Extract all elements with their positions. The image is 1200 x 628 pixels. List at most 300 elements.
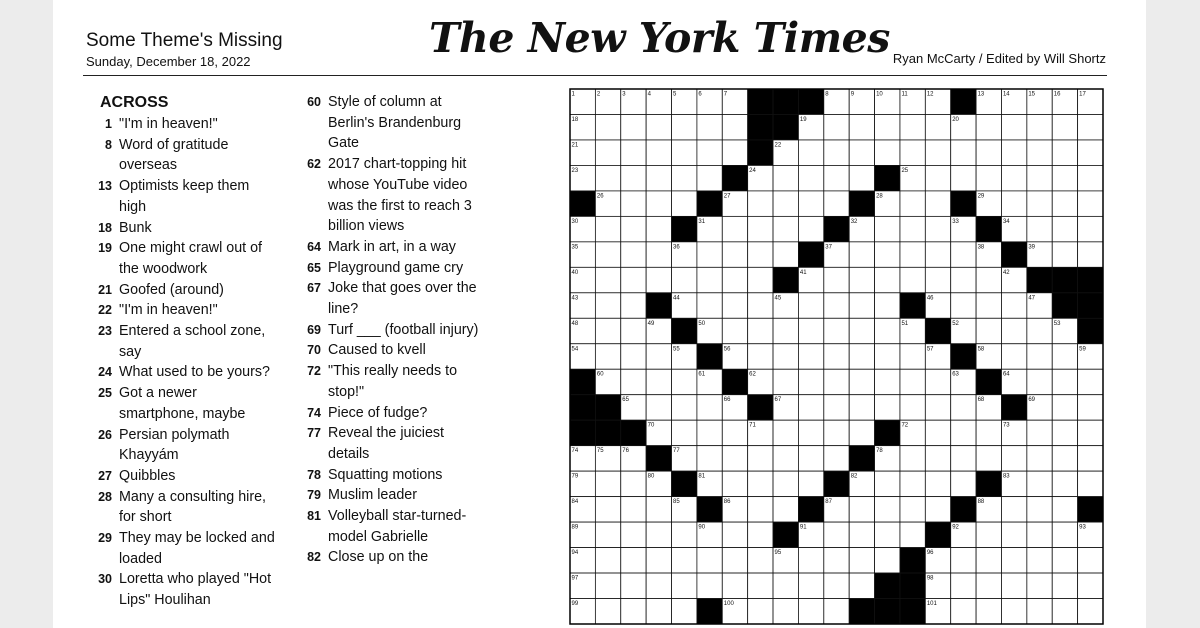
grid-cell[interactable]: [976, 420, 1001, 445]
grid-cell[interactable]: [824, 395, 849, 420]
grid-cell[interactable]: [900, 216, 925, 241]
grid-cell[interactable]: [1027, 471, 1052, 496]
grid-cell[interactable]: [925, 267, 950, 292]
grid-cell[interactable]: [1001, 140, 1026, 165]
grid-cell[interactable]: [595, 522, 620, 547]
grid-cell[interactable]: [900, 267, 925, 292]
grid-cell[interactable]: [697, 293, 722, 318]
grid-cell[interactable]: [697, 548, 722, 573]
grid-cell[interactable]: [1027, 369, 1052, 394]
grid-cell[interactable]: [1001, 548, 1026, 573]
grid-cell[interactable]: [1052, 165, 1077, 190]
grid-cell[interactable]: [595, 344, 620, 369]
clue-text: Close up on the: [328, 549, 429, 566]
grid-cell[interactable]: [1052, 140, 1077, 165]
grid-cell[interactable]: [1052, 191, 1077, 216]
grid-cell[interactable]: [976, 573, 1001, 598]
grid-cell[interactable]: [849, 293, 874, 318]
grid-cell[interactable]: [849, 522, 874, 547]
grid-cell[interactable]: [976, 599, 1001, 624]
grid-cell[interactable]: [1052, 216, 1077, 241]
grid-cell[interactable]: [1001, 165, 1026, 190]
grid-cell[interactable]: [925, 369, 950, 394]
grid-number: 14: [1002, 91, 1010, 98]
grid-cell[interactable]: [1027, 522, 1052, 547]
grid-cell[interactable]: [976, 446, 1001, 471]
grid-cell[interactable]: [824, 344, 849, 369]
grid-cell[interactable]: [798, 191, 823, 216]
grid-cell[interactable]: [900, 497, 925, 522]
grid-number: 52: [952, 320, 959, 327]
grid-cell[interactable]: [748, 344, 773, 369]
grid-cell[interactable]: [1078, 573, 1103, 598]
grid-cell[interactable]: [849, 497, 874, 522]
grid-cell[interactable]: [849, 140, 874, 165]
grid-cell[interactable]: [849, 420, 874, 445]
grid-cell[interactable]: [824, 114, 849, 139]
grid-cell[interactable]: [849, 548, 874, 573]
grid-cell[interactable]: [798, 548, 823, 573]
grid-cell[interactable]: [925, 140, 950, 165]
grid-cell[interactable]: [646, 344, 671, 369]
grid-number: 6: [698, 91, 702, 98]
grid-cell[interactable]: [1078, 548, 1103, 573]
grid-cell[interactable]: [1052, 114, 1077, 139]
grid-cell[interactable]: [875, 293, 900, 318]
grid-cell[interactable]: [1052, 522, 1077, 547]
grid-cell[interactable]: [595, 471, 620, 496]
grid-cell[interactable]: [672, 548, 697, 573]
grid-cell[interactable]: [798, 344, 823, 369]
grid-cell[interactable]: [646, 522, 671, 547]
grid-cell[interactable]: [900, 242, 925, 267]
grid-cell[interactable]: [1052, 573, 1077, 598]
grid-cell[interactable]: [1001, 318, 1026, 343]
grid-cell[interactable]: [773, 497, 798, 522]
grid-cell[interactable]: [672, 114, 697, 139]
grid-cell[interactable]: [1078, 471, 1103, 496]
grid-cell[interactable]: [849, 395, 874, 420]
grid-cell[interactable]: [773, 191, 798, 216]
grid-cell[interactable]: [722, 293, 747, 318]
grid-cell[interactable]: [646, 242, 671, 267]
grid-cell[interactable]: [951, 420, 976, 445]
grid-cell[interactable]: [748, 599, 773, 624]
grid-cell[interactable]: [595, 165, 620, 190]
grid-cell[interactable]: [900, 191, 925, 216]
grid-cell[interactable]: [672, 165, 697, 190]
grid-cell[interactable]: [951, 293, 976, 318]
grid-cell[interactable]: [672, 369, 697, 394]
grid-cell[interactable]: [646, 369, 671, 394]
grid-cell[interactable]: [900, 369, 925, 394]
grid-cell[interactable]: [646, 267, 671, 292]
grid-cell[interactable]: [773, 242, 798, 267]
grid-cell[interactable]: [722, 548, 747, 573]
grid-cell[interactable]: [722, 573, 747, 598]
grid-cell[interactable]: [900, 446, 925, 471]
grid-number: 92: [952, 524, 959, 531]
grid-cell[interactable]: [697, 395, 722, 420]
grid-cell[interactable]: [773, 573, 798, 598]
grid-cell[interactable]: [697, 573, 722, 598]
grid-cell[interactable]: [798, 216, 823, 241]
grid-cell[interactable]: [1001, 191, 1026, 216]
grid-cell[interactable]: [672, 191, 697, 216]
clue-number: 69: [307, 322, 321, 337]
grid-cell[interactable]: [925, 216, 950, 241]
grid-cell[interactable]: [646, 548, 671, 573]
grid-cell[interactable]: [646, 497, 671, 522]
grid-cell[interactable]: [697, 114, 722, 139]
grid-cell[interactable]: [595, 242, 620, 267]
grid-cell[interactable]: [748, 293, 773, 318]
grid-number: 36: [673, 244, 680, 251]
grid-cell[interactable]: [900, 395, 925, 420]
grid-cell[interactable]: [951, 267, 976, 292]
grid-cell[interactable]: [697, 446, 722, 471]
grid-cell[interactable]: [925, 395, 950, 420]
grid-cell[interactable]: [748, 267, 773, 292]
grid-cell[interactable]: [1078, 114, 1103, 139]
grid-cell[interactable]: [1001, 497, 1026, 522]
clue-text: Squatting motions: [328, 466, 443, 483]
grid-cell[interactable]: [1001, 573, 1026, 598]
grid-cell[interactable]: [875, 395, 900, 420]
grid-cell[interactable]: [748, 216, 773, 241]
grid-number: 66: [723, 397, 731, 404]
grid-cell[interactable]: [951, 165, 976, 190]
grid-cell[interactable]: [925, 242, 950, 267]
grid-cell[interactable]: [748, 548, 773, 573]
grid-cell[interactable]: [875, 369, 900, 394]
grid-cell[interactable]: [798, 165, 823, 190]
clue-number: 79: [307, 488, 321, 503]
grid-cell[interactable]: [1027, 216, 1052, 241]
grid-cell[interactable]: [1001, 522, 1026, 547]
grid-cell[interactable]: [595, 267, 620, 292]
grid-cell[interactable]: [646, 599, 671, 624]
grid-cell[interactable]: [773, 446, 798, 471]
grid-cell[interactable]: [646, 573, 671, 598]
grid-cell[interactable]: [621, 344, 646, 369]
grid-cell[interactable]: [976, 548, 1001, 573]
grid-cell[interactable]: [646, 140, 671, 165]
grid-cell[interactable]: [748, 471, 773, 496]
grid-cell[interactable]: [748, 497, 773, 522]
grid-cell[interactable]: [722, 318, 747, 343]
grid-cell[interactable]: [900, 344, 925, 369]
grid-cell[interactable]: [773, 318, 798, 343]
grid-cell[interactable]: [722, 242, 747, 267]
grid-cell[interactable]: [697, 165, 722, 190]
grid-cell[interactable]: [1052, 420, 1077, 445]
grid-cell[interactable]: [646, 114, 671, 139]
grid-cell[interactable]: [951, 446, 976, 471]
grid-cell[interactable]: [1052, 395, 1077, 420]
grid-cell[interactable]: [798, 369, 823, 394]
grid-cell[interactable]: [1052, 369, 1077, 394]
grid-cell[interactable]: [1027, 599, 1052, 624]
grid-cell[interactable]: [951, 242, 976, 267]
grid-cell[interactable]: [951, 599, 976, 624]
grid-cell[interactable]: [875, 471, 900, 496]
grid-cell[interactable]: [824, 318, 849, 343]
grid-cell[interactable]: [875, 497, 900, 522]
grid-cell[interactable]: [976, 522, 1001, 547]
grid-cell[interactable]: [621, 293, 646, 318]
grid-cell[interactable]: [798, 395, 823, 420]
grid-cell[interactable]: [798, 573, 823, 598]
grid-cell[interactable]: [976, 267, 1001, 292]
grid-cell[interactable]: [722, 140, 747, 165]
grid-cell[interactable]: [1078, 242, 1103, 267]
grid-cell[interactable]: [621, 599, 646, 624]
grid-cell[interactable]: [672, 573, 697, 598]
grid-cell[interactable]: [697, 420, 722, 445]
grid-cell[interactable]: [824, 573, 849, 598]
grid-cell[interactable]: [595, 497, 620, 522]
grid-cell[interactable]: [621, 114, 646, 139]
grid-cell[interactable]: [621, 548, 646, 573]
grid-cell[interactable]: [1027, 140, 1052, 165]
grid-cell[interactable]: [595, 318, 620, 343]
grid-cell[interactable]: [849, 267, 874, 292]
clue-number: 60: [307, 95, 321, 109]
grid-cell[interactable]: [849, 573, 874, 598]
grid-cell[interactable]: [672, 522, 697, 547]
grid-cell[interactable]: [1078, 216, 1103, 241]
grid-cell[interactable]: [824, 293, 849, 318]
grid-cell[interactable]: [798, 318, 823, 343]
grid-number: 2: [596, 91, 601, 98]
grid-cell[interactable]: [1052, 344, 1077, 369]
grid-cell[interactable]: [748, 318, 773, 343]
grid-cell[interactable]: [798, 140, 823, 165]
grid-cell[interactable]: [773, 471, 798, 496]
grid-cell[interactable]: [900, 522, 925, 547]
grid-cell[interactable]: [976, 318, 1001, 343]
grid-cell[interactable]: [1052, 471, 1077, 496]
grid-cell-black: [748, 140, 773, 165]
grid-cell[interactable]: [1027, 318, 1052, 343]
grid-cell[interactable]: [824, 165, 849, 190]
grid-cell[interactable]: [900, 140, 925, 165]
grid-cell[interactable]: [951, 140, 976, 165]
grid-cell[interactable]: [875, 267, 900, 292]
grid-cell[interactable]: [951, 573, 976, 598]
grid-cell[interactable]: [1052, 497, 1077, 522]
grid-cell[interactable]: [1027, 191, 1052, 216]
grid-cell[interactable]: [697, 140, 722, 165]
grid-cell[interactable]: [722, 420, 747, 445]
grid-cell[interactable]: [646, 165, 671, 190]
grid-cell[interactable]: [1078, 165, 1103, 190]
grid-cell[interactable]: [1027, 344, 1052, 369]
grid-cell[interactable]: [951, 395, 976, 420]
grid-cell[interactable]: [595, 216, 620, 241]
grid-cell[interactable]: [1052, 446, 1077, 471]
grid-cell[interactable]: [646, 216, 671, 241]
grid-cell[interactable]: [621, 573, 646, 598]
grid-cell[interactable]: [722, 471, 747, 496]
grid-cell[interactable]: [621, 140, 646, 165]
grid-cell[interactable]: [1027, 548, 1052, 573]
grid-cell[interactable]: [900, 114, 925, 139]
grid-cell[interactable]: [595, 114, 620, 139]
grid-cell[interactable]: [824, 522, 849, 547]
grid-cell[interactable]: [1027, 497, 1052, 522]
grid-cell[interactable]: [1027, 165, 1052, 190]
grid-cell[interactable]: [925, 191, 950, 216]
grid-cell[interactable]: [824, 191, 849, 216]
header-divider: [83, 75, 1107, 76]
grid-number: 16: [1053, 91, 1061, 98]
grid-cell[interactable]: [722, 114, 747, 139]
grid-cell[interactable]: [798, 599, 823, 624]
grid-cell[interactable]: [849, 369, 874, 394]
grid-cell[interactable]: [697, 267, 722, 292]
grid-cell[interactable]: [925, 420, 950, 445]
grid-cell[interactable]: [1078, 191, 1103, 216]
grid-cell[interactable]: [1078, 599, 1103, 624]
grid-cell[interactable]: [976, 140, 1001, 165]
grid-cell[interactable]: [1078, 395, 1103, 420]
grid-cell[interactable]: [976, 293, 1001, 318]
grid-cell[interactable]: [1078, 369, 1103, 394]
grid-cell[interactable]: [672, 267, 697, 292]
grid-cell[interactable]: [748, 191, 773, 216]
grid-cell[interactable]: [646, 395, 671, 420]
grid-number: 69: [1028, 397, 1036, 404]
grid-cell[interactable]: [824, 420, 849, 445]
grid-cell[interactable]: [875, 216, 900, 241]
grid-cell[interactable]: [1078, 446, 1103, 471]
grid-cell[interactable]: [621, 497, 646, 522]
grid-cell[interactable]: [824, 267, 849, 292]
grid-cell[interactable]: [1001, 293, 1026, 318]
grid-cell[interactable]: [621, 522, 646, 547]
grid-cell[interactable]: [824, 369, 849, 394]
grid-cell[interactable]: [951, 471, 976, 496]
grid-cell[interactable]: [621, 191, 646, 216]
grid-cell[interactable]: [773, 369, 798, 394]
grid-cell[interactable]: [798, 293, 823, 318]
grid-cell[interactable]: [875, 242, 900, 267]
grid-cell[interactable]: [1052, 242, 1077, 267]
grid-cell[interactable]: [875, 318, 900, 343]
grid-cell[interactable]: [925, 497, 950, 522]
grid-cell[interactable]: [925, 165, 950, 190]
grid-cell[interactable]: [976, 114, 1001, 139]
grid-cell[interactable]: [773, 599, 798, 624]
grid-cell[interactable]: [1001, 446, 1026, 471]
grid-cell[interactable]: [722, 522, 747, 547]
grid-number: 82: [850, 473, 858, 480]
grid-cell[interactable]: [1027, 420, 1052, 445]
grid-cell[interactable]: [1001, 344, 1026, 369]
grid-cell[interactable]: [875, 344, 900, 369]
grid-cell[interactable]: [773, 165, 798, 190]
grid-cell[interactable]: [621, 242, 646, 267]
grid-cell[interactable]: [672, 395, 697, 420]
grid-cell[interactable]: [798, 446, 823, 471]
grid-cell[interactable]: [875, 548, 900, 573]
grid-cell[interactable]: [798, 420, 823, 445]
grid-cell[interactable]: [1027, 114, 1052, 139]
grid-cell[interactable]: [900, 471, 925, 496]
grid-cell[interactable]: [672, 599, 697, 624]
grid-cell[interactable]: [1027, 573, 1052, 598]
grid-cell[interactable]: [722, 446, 747, 471]
grid-cell[interactable]: [875, 140, 900, 165]
grid-cell[interactable]: [621, 318, 646, 343]
grid-cell[interactable]: [722, 267, 747, 292]
grid-cell[interactable]: [1027, 446, 1052, 471]
grid-cell[interactable]: [824, 446, 849, 471]
grid-cell[interactable]: [595, 548, 620, 573]
grid-cell[interactable]: [798, 471, 823, 496]
grid-cell[interactable]: [849, 165, 874, 190]
grid-cell[interactable]: [672, 420, 697, 445]
grid-cell[interactable]: [748, 446, 773, 471]
grid-cell[interactable]: [875, 522, 900, 547]
grid-cell[interactable]: [697, 242, 722, 267]
grid-cell[interactable]: [773, 420, 798, 445]
grid-cell[interactable]: [849, 344, 874, 369]
grid-cell[interactable]: [976, 165, 1001, 190]
grid-cell[interactable]: [595, 573, 620, 598]
clue-text: Word of gratitude overseas: [119, 136, 229, 174]
grid-cell[interactable]: [875, 114, 900, 139]
grid-cell[interactable]: [748, 522, 773, 547]
grid-cell[interactable]: [849, 114, 874, 139]
grid-cell[interactable]: [824, 140, 849, 165]
grid-cell[interactable]: [621, 267, 646, 292]
grid-cell[interactable]: [748, 242, 773, 267]
grid-cell[interactable]: [595, 140, 620, 165]
grid-cell[interactable]: [925, 114, 950, 139]
grid-cell[interactable]: [748, 573, 773, 598]
grid-cell[interactable]: [1078, 140, 1103, 165]
grid-cell[interactable]: [951, 548, 976, 573]
grid-cell[interactable]: [1078, 420, 1103, 445]
grid-cell[interactable]: [773, 344, 798, 369]
grid-cell[interactable]: [672, 140, 697, 165]
grid-cell[interactable]: [824, 599, 849, 624]
grid-cell[interactable]: [824, 548, 849, 573]
grid-cell[interactable]: [595, 599, 620, 624]
grid-cell[interactable]: [849, 242, 874, 267]
grid-cell[interactable]: [722, 216, 747, 241]
grid-cell[interactable]: [925, 446, 950, 471]
grid-cell[interactable]: [621, 369, 646, 394]
grid-cell[interactable]: [849, 318, 874, 343]
grid-cell[interactable]: [773, 216, 798, 241]
grid-cell[interactable]: [1001, 599, 1026, 624]
grid-cell[interactable]: [621, 471, 646, 496]
grid-cell[interactable]: [1052, 599, 1077, 624]
grid-cell[interactable]: [595, 293, 620, 318]
grid-cell[interactable]: [925, 471, 950, 496]
grid-cell[interactable]: [1001, 114, 1026, 139]
grid-cell[interactable]: [621, 165, 646, 190]
clue-text: "I'm in heaven!": [119, 302, 218, 319]
grid-cell[interactable]: [621, 216, 646, 241]
grid-cell-black: [672, 318, 697, 343]
grid-cell[interactable]: [1052, 548, 1077, 573]
grid-cell[interactable]: [646, 191, 671, 216]
